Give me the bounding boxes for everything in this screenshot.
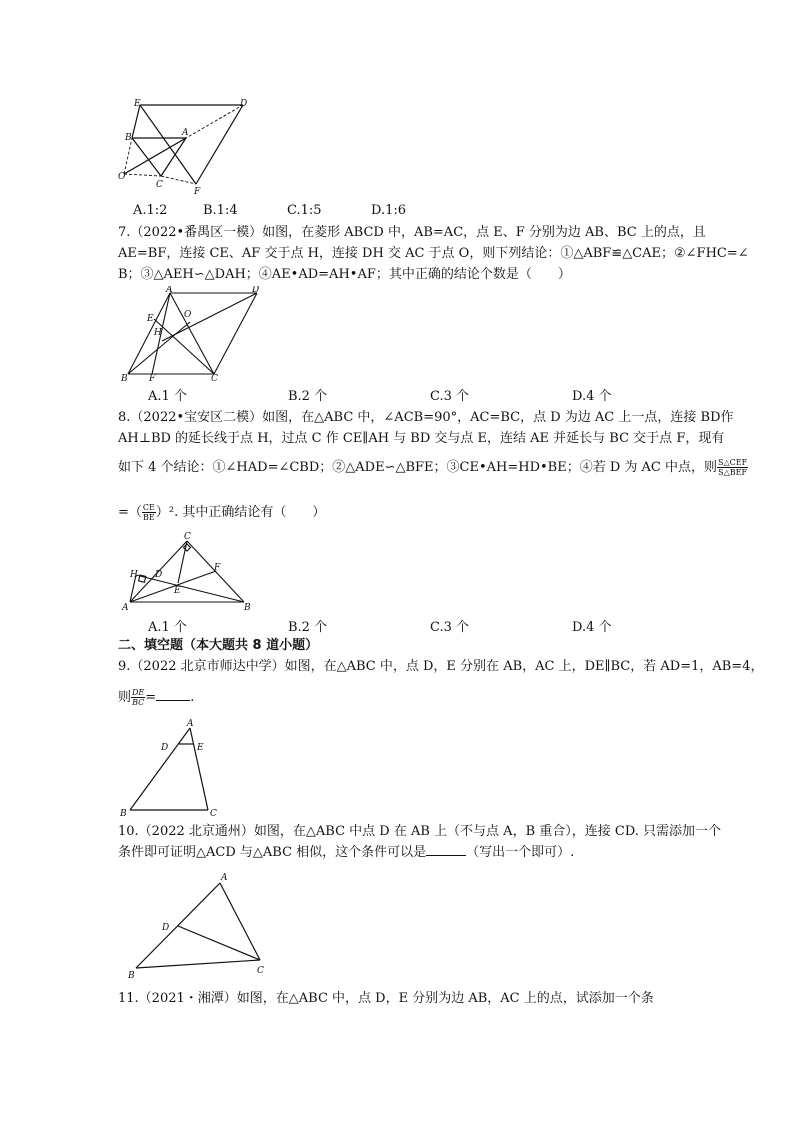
q6-label-o: O	[118, 172, 126, 182]
q8-label-e: E	[174, 586, 181, 596]
q6-label-a: A	[182, 128, 189, 138]
q7-label-d: D	[252, 286, 260, 295]
q8-frac2-num: CE	[142, 503, 155, 512]
q7-option-a[interactable]: A.1 个	[148, 389, 187, 404]
q8-frac1-num: S△CEF	[718, 458, 748, 467]
q10-label-a: A	[221, 873, 228, 883]
q10-text-line-2	[118, 845, 574, 861]
q10-label-d: D	[162, 923, 170, 933]
q8-area-ratio-fraction	[717, 458, 748, 477]
q10-line2-post: （写出一个即可）.	[466, 845, 575, 860]
q8-text-line-1: 8.（2022•宝安区二模）如图，在△ABC 中，∠ACB=90°，AC=BC，点 D 为边 AC 上一点，连接 BD作	[118, 410, 734, 425]
q7-text-line-1: 7.（2022•番禺区一模）如图，在菱形 ABCD 中，AB=AC，点 E、F 分别为边 AB、BC 上的点，且	[118, 225, 706, 240]
q6-option-c[interactable]: C.1:5	[287, 203, 322, 218]
q6-label-c: C	[156, 180, 163, 190]
q9-label-a: A	[187, 719, 194, 729]
q8-frac1-den: S△BEF	[718, 468, 748, 477]
q8-label-b: B	[244, 603, 251, 613]
q6-label-f: F	[194, 187, 201, 196]
q9-frac-den: BC	[132, 698, 145, 707]
q10-figure	[120, 868, 280, 984]
q9-de-bc-fraction	[131, 688, 145, 707]
q7-label-b: B	[121, 374, 128, 384]
q7-label-f: F	[149, 374, 156, 384]
q8-text-line-2: AH⊥BD 的延长线于点 H，过点 C 作 CE∥AH 与 BD 交与点 E，连结 AE 并延长与 BC 交于点 F，现有	[118, 431, 725, 446]
q9-figure	[114, 716, 224, 820]
q6-option-d[interactable]: D.1:6	[371, 203, 407, 218]
q9-label-c: C	[210, 809, 217, 819]
q10-answer-blank[interactable]	[426, 845, 466, 856]
q7-label-o: O	[184, 310, 192, 320]
q10-label-b: B	[128, 971, 135, 981]
q11-text-line-1: 11.（2021・湘潭）如图，在△ABC 中，点 D，E 分别为边 AB，AC 上的点，试添加一个条	[118, 991, 654, 1006]
q10-line2-pre: 条件即可证明△ACD 与△ABC 相似，这个条件可以是	[118, 845, 427, 860]
q6-option-a[interactable]: A.1:2	[133, 203, 168, 218]
q7-label-h: H	[154, 328, 162, 338]
q9-text-line-1: 9.（2022 北京市师达中学）如图，在△ABC 中，点 D，E 分别在 AB，AC 上，DE∥BC，若 AD=1，AB=4，	[118, 659, 764, 674]
q9-answer-blank[interactable]	[156, 690, 190, 701]
section-heading-fill-in: 二、填空题（本大题共 8 道小题）	[118, 638, 319, 653]
q7-text-line-2: AE=BF，连接 CE、AF 交于点 H，连接 DH 交 AC 于点 O，则下列结论：①△ABF≌△CAE；②∠FHC=∠	[118, 246, 749, 261]
q10-text-line-1: 10.（2022 北京通州）如图，在△ABC 中点 D 在 AB 上（不与点 A，B 重合），连接 CD. 只需添加一个	[118, 824, 722, 839]
q8-line4-pre: =（	[118, 505, 142, 520]
q8-frac2-den: BE	[143, 513, 155, 522]
q8-label-f: F	[214, 563, 221, 573]
q7-label-c: C	[211, 374, 218, 384]
q8-figure	[118, 530, 258, 614]
q9-label-e: E	[197, 743, 204, 753]
q9-line2-post: =	[145, 690, 157, 705]
q6-label-d: D	[240, 99, 248, 109]
q7-label-a: A	[166, 286, 173, 295]
q6-label-e: E	[134, 99, 141, 109]
q8-label-c: C	[184, 532, 191, 542]
q9-label-d: D	[161, 743, 169, 753]
q6-option-b[interactable]: B.1:4	[203, 203, 238, 218]
q8-text-line-3	[118, 458, 748, 477]
q8-line4-post: ）². 其中正确结论有（ ）	[155, 505, 326, 520]
q8-text-line-4	[118, 503, 325, 522]
q9-label-b: B	[120, 809, 127, 819]
q6-label-b: B	[125, 133, 132, 143]
q7-label-e: E	[147, 314, 154, 324]
q8-label-a: A	[122, 603, 129, 613]
q7-option-d[interactable]: D.4 个	[572, 389, 612, 404]
q9-line2-end: .	[190, 690, 195, 705]
q8-option-a[interactable]: A.1 个	[148, 620, 187, 635]
q8-option-d[interactable]: D.4 个	[572, 620, 612, 635]
q8-option-c[interactable]: C.3 个	[430, 620, 470, 635]
q8-option-b[interactable]: B.2 个	[288, 620, 328, 635]
q8-text-line-3-main: 如下 4 个结论：①∠HAD=∠CBD；②△ADE∽△BFE；③CE•AH=HD•BE；④若 D 为 AC 中点，则	[118, 460, 718, 475]
q9-line2-pre: 则	[118, 690, 132, 705]
q7-figure	[114, 286, 264, 384]
q9-frac-num: DE	[132, 688, 145, 697]
q8-ce-be-fraction	[142, 503, 156, 522]
q7-option-c[interactable]: C.3 个	[430, 389, 470, 404]
q7-option-b[interactable]: B.2 个	[288, 389, 328, 404]
q8-label-h: H	[130, 570, 138, 580]
q7-text-line-3: B；③△AEH∽△DAH；④AE•AD=AH•AF；其中正确的结论个数是（ ）	[118, 267, 571, 282]
q8-label-d: D	[155, 570, 163, 580]
q6-figure	[112, 96, 262, 196]
q10-label-c: C	[257, 966, 264, 976]
q9-text-line-2	[118, 688, 194, 707]
